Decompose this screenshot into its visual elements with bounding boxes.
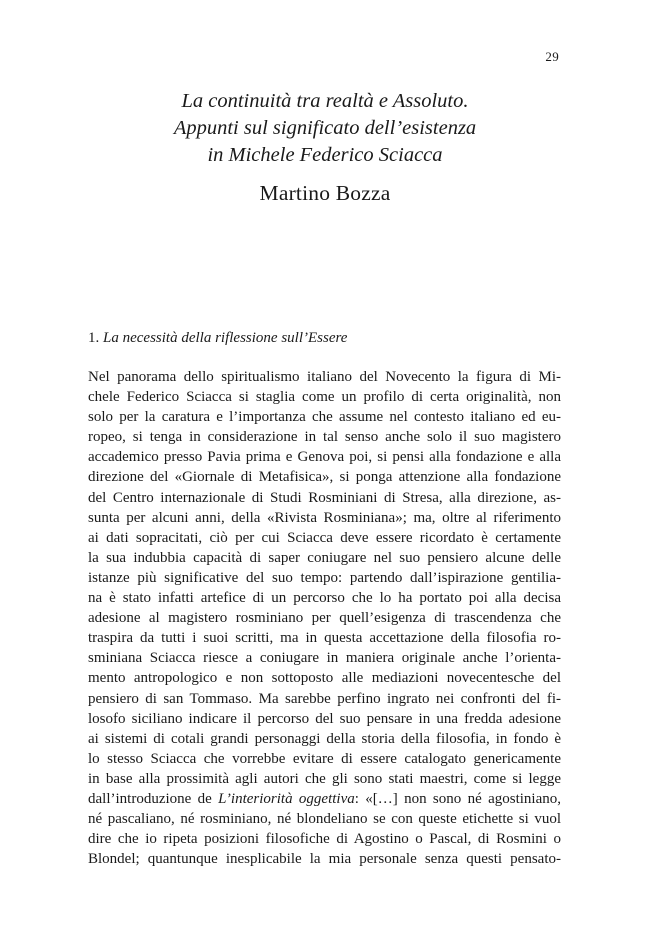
body-line: na è stato infatti artefice di un percorso che lo ha portato poi alla decisa (88, 590, 561, 607)
body-line: né pascaliano, né rosminiano, né blondeliano se con queste etichette si vuol (88, 811, 561, 828)
body-line: pensiero di san Tommaso. Ma sarebbe perfino ingrato nei confronti del fi- (88, 690, 561, 707)
body-line: losofo siciliano indicare il percorso del suo pensare in una fredda adesione (88, 710, 561, 727)
body-line: lo stesso Sciacca che vorrebbe evitare di essere catalogato genericamente (88, 750, 561, 767)
body-line: ai dati sopracitati, ciò per cui Sciacca deve essere ricordato è certamente (88, 529, 561, 546)
body-line: in base alla prossimità agli autori che gli sono stati maestri, come si legge (88, 770, 561, 787)
section-heading (88, 330, 347, 347)
body-line: ai sistemi di cotali grandi personaggi della storia della filosofia, in fondo è (88, 730, 561, 747)
body-line: solo per la caratura e l’importanza che assume nel contesto italiano ed eu- (88, 409, 561, 426)
body-line-with-citation (88, 789, 561, 809)
citation-tail: : «[…] non sono né agostiniano, (354, 790, 561, 807)
section-title: La necessità della riflessione sull’Essere (103, 330, 348, 346)
body-line: traspira da tutti i suoi scritti, ma in questa accettazione della filosofia ro- (88, 630, 561, 647)
body-line: chele Federico Sciacca si staglia come un profilo di certa originalità, non (88, 389, 561, 406)
body-line: sunta per alcuni anni, della «Rivista Rosminiana»; ma, oltre al riferimento (88, 509, 561, 526)
body-line: Nel panorama dello spiritualismo italiano del Novecento la figura di Mi- (88, 369, 561, 385)
body-line: Blondel; quantunque inesplicabile la mia personale senza questi pensato- (88, 851, 561, 868)
body-line: dire che io ripeta posizioni filosofiche di Agostino o Pascal, di Rosmini o (88, 831, 561, 848)
body-line: adesione al magistero rosminiano per quell’esigenza di trascendenza che (88, 610, 561, 627)
body-line: sminiana Sciacca riesce a coniugare in maniera originale anche l’orienta- (88, 650, 561, 667)
body-line: mento antropologico e non sottoposto alle mediazioni novecentesche del (88, 670, 561, 687)
citation-lead: dall’introduzione de (88, 790, 219, 807)
body-line: ropeo, si tenga in considerazione in tal senso anche solo il suo magistero (88, 429, 561, 446)
body-paragraph (88, 367, 561, 869)
section-number: 1. (88, 330, 100, 346)
body-line: del Centro internazionale di Studi Rosminiani di Stresa, alla direzione, as- (88, 489, 561, 506)
cited-book-title: L’interiorità oggettiva (218, 790, 355, 807)
title-line-3: in Michele Federico Sciacca (207, 144, 443, 166)
body-line: istanze più significative del suo tempo: partendo dall’ispirazione gentilia- (88, 569, 561, 586)
article-title (0, 88, 650, 169)
title-line-1: La continuità tra realtà e Assoluto. (181, 90, 469, 112)
author-name: Martino Bozza (259, 181, 391, 205)
body-line: direzione del «Giornale di Metafisica», si ponga attenzione alla fondazione (88, 469, 561, 486)
body-line: accademico presso Pavia prima e Genova poi, si pensi alla fondazione e alla (88, 449, 561, 466)
body-line: la sua indubbia capacità di saper coniugare nel suo pensiero alcune delle (88, 549, 561, 566)
page-number: 29 (545, 49, 559, 64)
title-line-2: Appunti sul significato dell’esistenza (173, 117, 477, 139)
